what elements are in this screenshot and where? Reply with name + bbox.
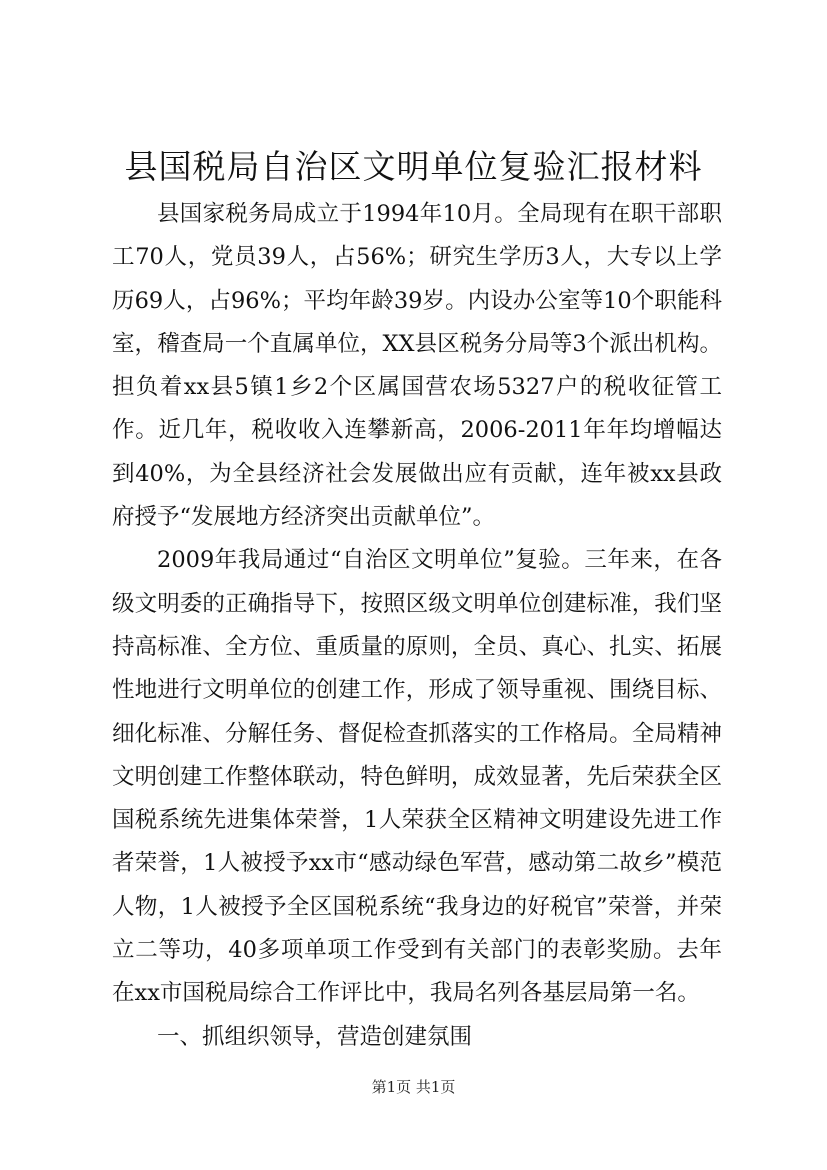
document-title: 县国税局自治区文明单位复验汇报材料 <box>124 147 703 186</box>
page-footer: 第1页 共1页 <box>371 1078 456 1096</box>
paragraph-review: 2009年我局通过“自治区文明单位”复验。三年来，在各级文明委的正确指导下，按照区级文明单位创建标准，我们坚持高标准、全方位、重质量的原则，全员、真心、扎实、拓展性地进行文明单位的创建工作，形成了领导重视、围绕目标、细化标准、分解任务、督促检查抓落实的工作格局。全局精神文明创建工作整体联动，特色鲜明，成效显著，先后荣获全区国税系统先进集体荣誉，1人荣获全区精神文明建设先进工作者荣誉，1人被授予xx市“感动绿色军营，感动第二故乡”模范人物，1人被授予全区国税系统“我身边的好税官”荣誉，并荣立二等功，40多项单项工作受到有关部门的表彰奖励。去年在xx市国税局综合工作评比中，我局名列各基层局第一名。 <box>112 547 722 1007</box>
section-heading: 一、抓组织领导，营造创建氛围 <box>157 1023 473 1050</box>
paragraph-intro: 县国家税务局成立于1994年10月。全局现有在职干部职工70人，党员39人，占56%；研究生学历3人，大专以上学历69人，占96%；平均年龄39岁。内设办公室等10个职能科室，稽查局一个直属单位，XX县区税务分局等3个派出机构。担负着xx县5镇1乡2个区属国营农场5327户的税收征管工作。近几年，税收收入连攀新高，2006-2011年年均增幅达到40%，为全县经济社会发展做出应有贡献，连年被xx县政府授予“发展地方经济突出贡献单位”。 <box>112 201 722 531</box>
document-body <box>112 193 722 1059</box>
